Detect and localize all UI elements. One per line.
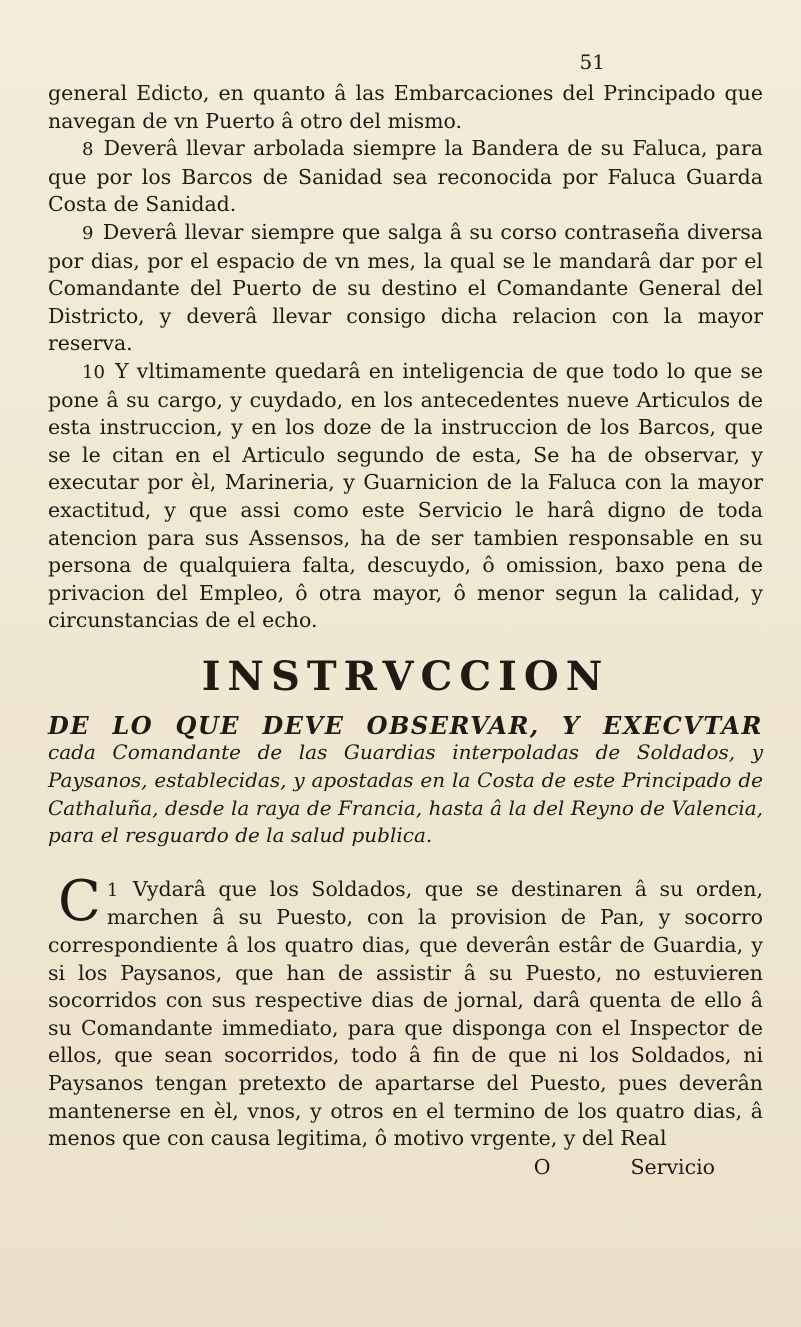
article-text: Y vltimamente quedarâ en inteligencia de que todo lo que se pone â su cargo, y cuydado, en los antecedentes nueve Articulos de esta instruccion, y en los doze de la instruccion de los Barcos, que se le citan en el Articulo segundo de esta, Se ha de observar, y executar por èl, Marineria, y Guarnicion de la Faluca con la mayor exactitud, y que assi como este Servicio le harâ digno de toda atencion para sus Assensos, ha de ser tambien responsable en su persona de qualquiera falta, descuydo, ô omission, baxo pena de privacion del Empleo, ô otra mayor, ô menor segun la calidad, y circunstancias de el echo. xyxy=(48,358,763,633)
article-9 xyxy=(48,219,763,358)
article-1 xyxy=(48,868,763,1153)
drop-capital: C xyxy=(58,868,101,934)
article-10 xyxy=(48,358,763,635)
article-number: 1 xyxy=(106,879,119,901)
intro-paragraph: general Edicto, en quanto â las Embarcaciones del Principado que navegan de vn Puerto â otro del mismo. xyxy=(48,81,763,133)
article-number: 9 xyxy=(82,222,94,244)
instruction-title: DE LO QUE DEVE OBSERVAR, Y EXECVTAR xyxy=(48,710,763,740)
instruction-subtitle: cada Comandante de las Guardias interpoladas de Soldados, y Paysanos, establecidas, y apostadas en la Costa de este Principado de Cathaluña, desde la raya de Francia, hasta â la del Reyno de Valencia, para el resguardo de la salud publica. xyxy=(48,740,763,848)
article-text: Deverâ llevar arbolada siempre la Bandera de su Faluca, para que por los Barcos de Sanidad sea reconocida por Faluca Guarda Costa de Sanidad. xyxy=(48,136,763,217)
page-footer xyxy=(48,1155,763,1179)
catchword: Servicio xyxy=(630,1154,715,1179)
article-text: Vydarâ que los Soldados, que se destinaren â su orden, marchen â su Puesto, con la provision de Pan, y socorro correspondiente â los quatro dias, que deverân estâr de Guardia, y si los Paysanos, que han de assistir â su Puesto, no estuvieren socorridos con sus respective dias de jornal, darâ quenta de ello â su Comandante immediato, para que disponga con el Inspector de ellos, que sean socorridos, todo â fin de que ni los Soldados, ni Paysanos tengan pretexto de apartarse del Puesto, pues deverân mantenerse en èl, vnos, y otros en el termino de los quatro dias, â menos que con causa legitima, ô motivo vrgente, y del Real xyxy=(48,876,763,1151)
page-number: 51 xyxy=(579,50,605,74)
article-number: 8 xyxy=(82,139,94,161)
signature-mark: O xyxy=(533,1154,551,1179)
section-heading: INSTRVCCION xyxy=(201,652,610,700)
article-text: Deverâ llevar siempre que salga â su corso contraseña diversa por dias, por el espacio de vn mes, la qual se le mandarâ dar por el Comandante del Puerto de su destino el Comandante General del Districto, y deverâ llevar consigo dicha relacion con la mayor reserva. xyxy=(48,219,763,356)
article-8 xyxy=(48,135,763,219)
article-number: 10 xyxy=(82,361,105,383)
